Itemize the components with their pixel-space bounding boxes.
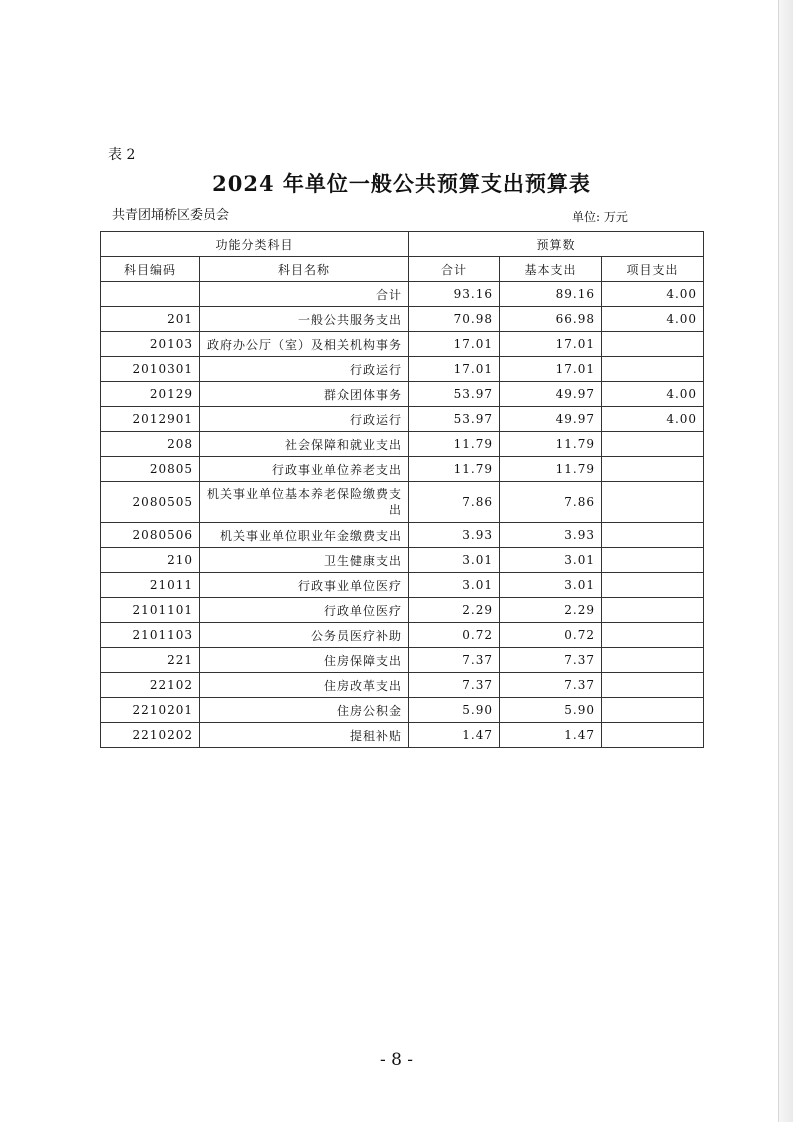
cell-project — [602, 698, 704, 723]
cell-code: 20103 — [101, 332, 200, 357]
cell-project — [602, 457, 704, 482]
cell-project — [602, 648, 704, 673]
cell-project: 4.00 — [602, 382, 704, 407]
cell-code: 2080506 — [101, 523, 200, 548]
cell-total: 3.93 — [409, 523, 500, 548]
cell-total: 11.79 — [409, 457, 500, 482]
cell-code: 201 — [101, 307, 200, 332]
table-row — [101, 723, 704, 748]
cell-total: 93.16 — [409, 282, 500, 307]
cell-name: 提租补贴 — [200, 723, 409, 748]
cell-code: 2210201 — [101, 698, 200, 723]
cell-project: 4.00 — [602, 407, 704, 432]
cell-basic: 7.86 — [500, 482, 602, 523]
page-edge-shadow — [778, 0, 793, 1122]
cell-name: 机关事业单位基本养老保险缴费支出 — [200, 482, 409, 523]
cell-name: 行政事业单位医疗 — [200, 573, 409, 598]
cell-total: 3.01 — [409, 548, 500, 573]
header-project: 项目支出 — [602, 257, 704, 282]
organization-name: 共青团埇桥区委员会 — [112, 208, 230, 223]
cell-code: 221 — [101, 648, 200, 673]
table-row — [101, 648, 704, 673]
cell-total: 3.01 — [409, 573, 500, 598]
unit-label: 单位: 万元 — [572, 210, 628, 224]
cell-basic: 7.37 — [500, 648, 602, 673]
header-code: 科目编码 — [101, 257, 200, 282]
cell-project: 4.00 — [602, 282, 704, 307]
cell-name: 政府办公厅（室）及相关机构事务 — [200, 332, 409, 357]
cell-code: 2210202 — [101, 723, 200, 748]
cell-basic: 66.98 — [500, 307, 602, 332]
cell-code: 2101101 — [101, 598, 200, 623]
table-row — [101, 382, 704, 407]
cell-total: 70.98 — [409, 307, 500, 332]
header-budget-group: 预算数 — [409, 232, 704, 257]
document-title: 2024 年单位一般公共预算支出预算表 — [212, 171, 591, 196]
cell-total: 17.01 — [409, 332, 500, 357]
cell-total: 5.90 — [409, 698, 500, 723]
cell-project — [602, 332, 704, 357]
cell-code: 21011 — [101, 573, 200, 598]
table-row — [101, 623, 704, 648]
cell-basic: 89.16 — [500, 282, 602, 307]
cell-name: 公务员医疗补助 — [200, 623, 409, 648]
cell-total: 1.47 — [409, 723, 500, 748]
cell-basic: 11.79 — [500, 432, 602, 457]
cell-code: 208 — [101, 432, 200, 457]
cell-basic: 11.79 — [500, 457, 602, 482]
table-row — [101, 673, 704, 698]
cell-name: 社会保障和就业支出 — [200, 432, 409, 457]
cell-name: 行政运行 — [200, 407, 409, 432]
header-name: 科目名称 — [200, 257, 409, 282]
table-row — [101, 548, 704, 573]
cell-total: 7.37 — [409, 648, 500, 673]
cell-code: 20129 — [101, 382, 200, 407]
cell-project — [602, 623, 704, 648]
cell-name: 卫生健康支出 — [200, 548, 409, 573]
cell-project — [602, 482, 704, 523]
cell-project — [602, 432, 704, 457]
header-basic: 基本支出 — [500, 257, 602, 282]
cell-basic: 3.93 — [500, 523, 602, 548]
cell-total: 11.79 — [409, 432, 500, 457]
cell-total: 17.01 — [409, 357, 500, 382]
table-row — [101, 432, 704, 457]
table-row — [101, 307, 704, 332]
table-row — [101, 357, 704, 382]
cell-code: 210 — [101, 548, 200, 573]
cell-name: 行政运行 — [200, 357, 409, 382]
cell-name: 住房公积金 — [200, 698, 409, 723]
cell-total: 7.37 — [409, 673, 500, 698]
cell-basic: 0.72 — [500, 623, 602, 648]
cell-name: 合计 — [200, 282, 409, 307]
cell-code: 2010301 — [101, 357, 200, 382]
header-category-group: 功能分类科目 — [101, 232, 409, 257]
cell-name: 住房保障支出 — [200, 648, 409, 673]
cell-code: 2012901 — [101, 407, 200, 432]
table-row — [101, 282, 704, 307]
cell-total: 0.72 — [409, 623, 500, 648]
cell-code: 2101103 — [101, 623, 200, 648]
cell-basic: 3.01 — [500, 548, 602, 573]
table-row — [101, 698, 704, 723]
table-row — [101, 457, 704, 482]
cell-project — [602, 523, 704, 548]
cell-code: 22102 — [101, 673, 200, 698]
cell-project — [602, 723, 704, 748]
cell-total: 53.97 — [409, 382, 500, 407]
cell-name: 住房改革支出 — [200, 673, 409, 698]
table-row — [101, 523, 704, 548]
cell-project — [602, 673, 704, 698]
cell-basic: 17.01 — [500, 357, 602, 382]
table-row — [101, 573, 704, 598]
cell-total: 53.97 — [409, 407, 500, 432]
cell-code — [101, 282, 200, 307]
cell-basic: 7.37 — [500, 673, 602, 698]
cell-basic: 5.90 — [500, 698, 602, 723]
table-label: 表 2 — [108, 147, 136, 163]
cell-project — [602, 357, 704, 382]
cell-basic: 1.47 — [500, 723, 602, 748]
cell-name: 行政事业单位养老支出 — [200, 457, 409, 482]
cell-name: 行政单位医疗 — [200, 598, 409, 623]
header-total: 合计 — [409, 257, 500, 282]
page-number: - 8 - — [379, 1050, 414, 1070]
cell-name: 群众团体事务 — [200, 382, 409, 407]
cell-project — [602, 573, 704, 598]
cell-total: 7.86 — [409, 482, 500, 523]
cell-project: 4.00 — [602, 307, 704, 332]
cell-code: 2080505 — [101, 482, 200, 523]
cell-project — [602, 548, 704, 573]
cell-name: 一般公共服务支出 — [200, 307, 409, 332]
table-row — [101, 332, 704, 357]
cell-basic: 17.01 — [500, 332, 602, 357]
table-row — [101, 407, 704, 432]
table-row — [101, 598, 704, 623]
cell-project — [602, 598, 704, 623]
cell-code: 20805 — [101, 457, 200, 482]
cell-basic: 49.97 — [500, 382, 602, 407]
budget-table — [100, 231, 704, 748]
cell-name: 机关事业单位职业年金缴费支出 — [200, 523, 409, 548]
cell-basic: 3.01 — [500, 573, 602, 598]
cell-basic: 49.97 — [500, 407, 602, 432]
cell-total: 2.29 — [409, 598, 500, 623]
cell-basic: 2.29 — [500, 598, 602, 623]
table-row — [101, 482, 704, 523]
